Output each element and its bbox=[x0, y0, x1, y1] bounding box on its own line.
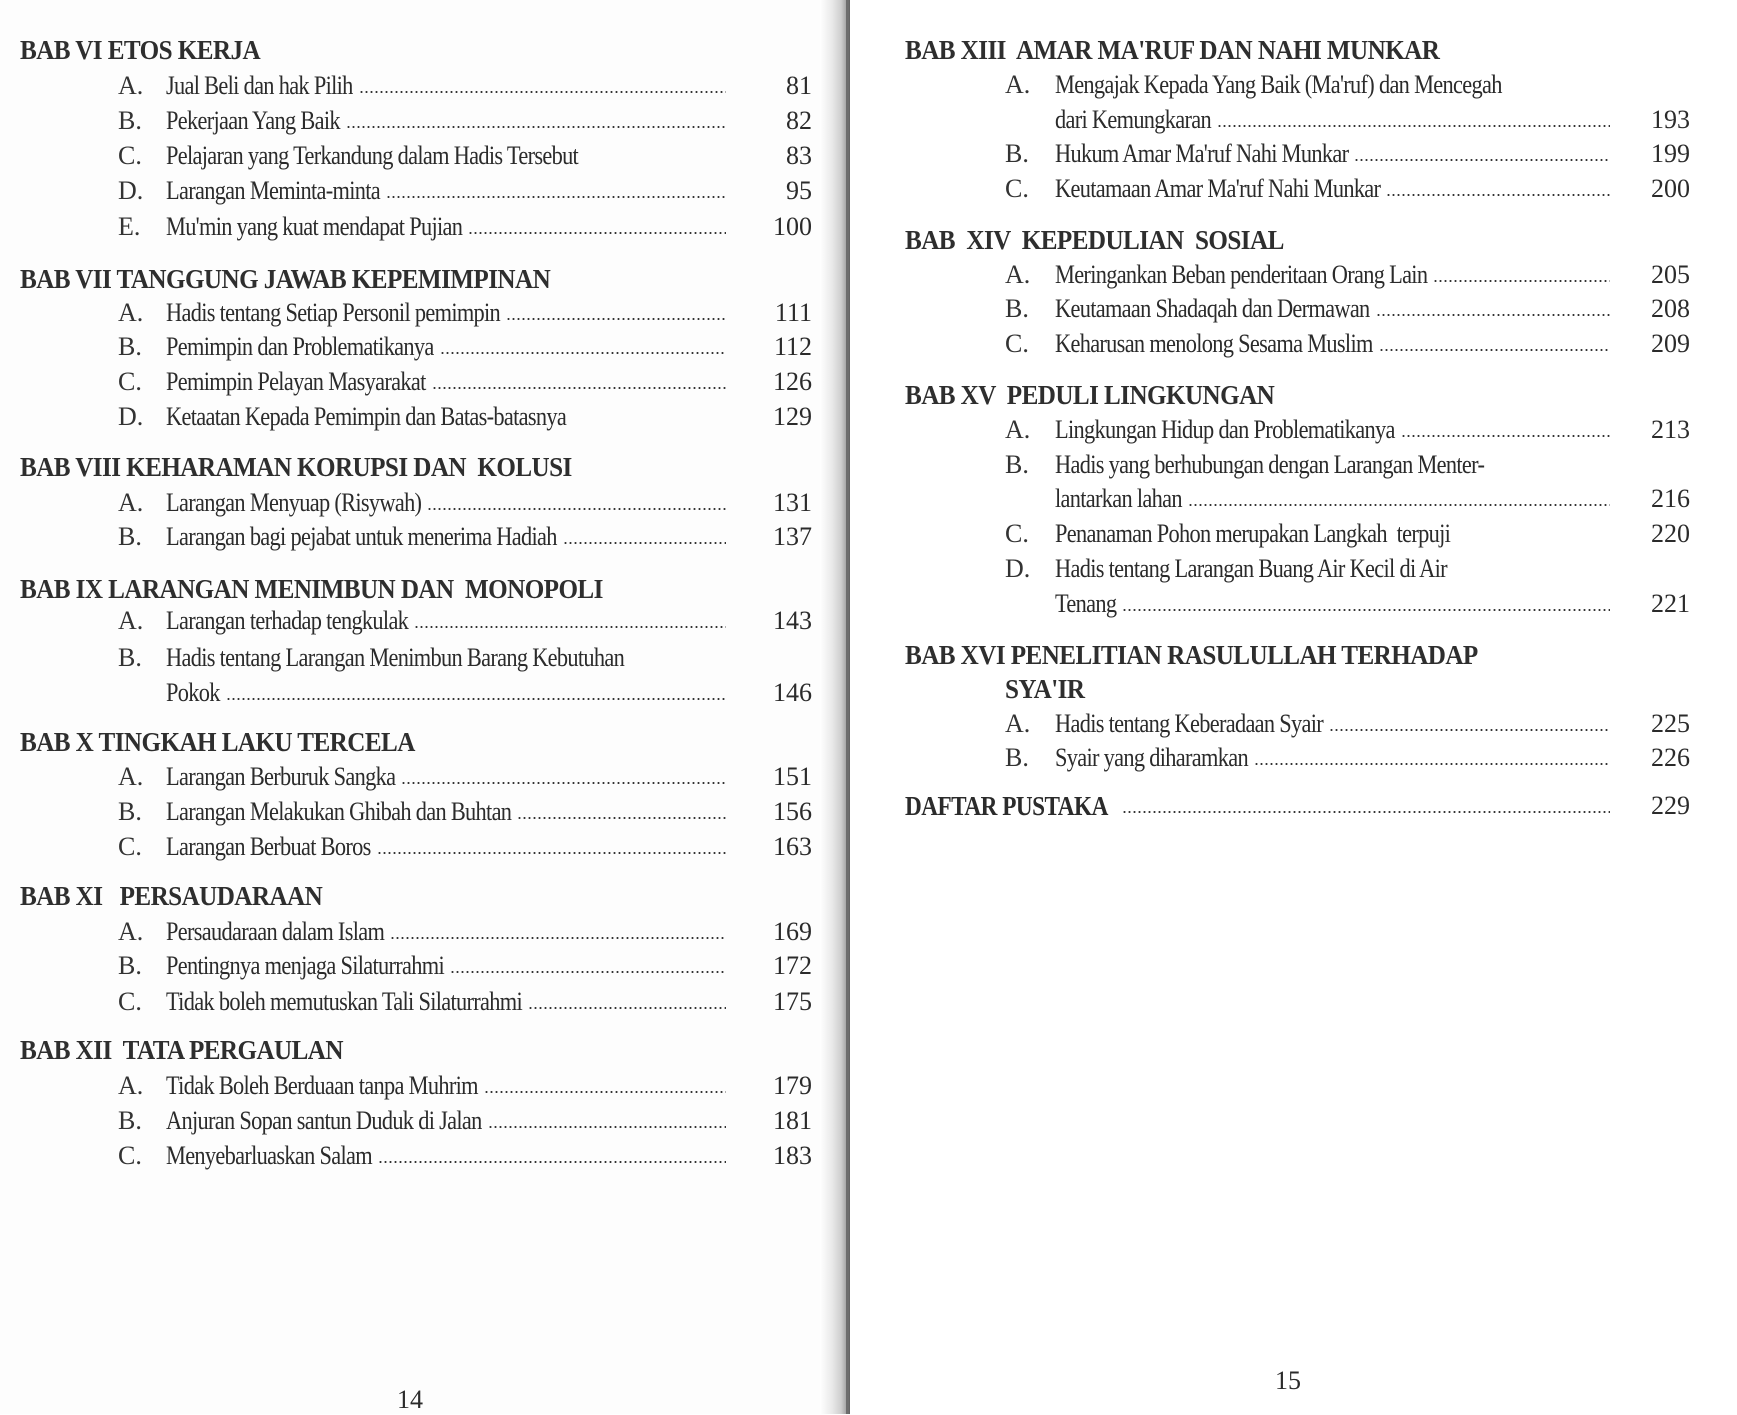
entry-line bbox=[1055, 137, 1610, 171]
entry-line bbox=[166, 210, 726, 244]
entry-page: 200 bbox=[1651, 174, 1690, 203]
entry-letter: B. bbox=[118, 951, 142, 980]
entry-page: 81 bbox=[786, 71, 812, 100]
entry-line bbox=[166, 296, 726, 330]
dot-leader bbox=[1376, 312, 1610, 318]
chapter-heading: BAB XII TATA PERGAULAN bbox=[20, 1035, 343, 1065]
entry-title: Mengajak Kepada Yang Baik (Ma'ruf) dan Mencegah bbox=[1055, 70, 1502, 99]
dot-leader bbox=[488, 1124, 726, 1130]
page-number-right: 15 bbox=[1275, 1366, 1301, 1395]
entry-title: Larangan bagi pejabat untuk menerima Hadiah bbox=[166, 522, 557, 551]
entry-page: 216 bbox=[1651, 484, 1690, 513]
entry-letter: A. bbox=[118, 1071, 144, 1100]
chapter-heading: BAB VI ETOS KERJA bbox=[20, 35, 261, 65]
entry-line bbox=[1055, 292, 1610, 326]
entry-line bbox=[166, 520, 726, 554]
entry-page: 229 bbox=[1651, 791, 1690, 820]
entry-letter: C. bbox=[118, 367, 142, 396]
entry-letter: E. bbox=[118, 212, 141, 241]
dot-leader bbox=[484, 1089, 726, 1095]
entry-page: 131 bbox=[773, 488, 812, 517]
entry-page: 83 bbox=[786, 141, 812, 170]
entry-line bbox=[166, 1104, 726, 1138]
chapter-heading: BAB VII TANGGUNG JAWAB KEPEMIMPINAN bbox=[20, 264, 551, 294]
chapter-heading: BAB XIII AMAR MA'RUF DAN NAHI MUNKAR bbox=[905, 35, 1440, 65]
dot-leader bbox=[1217, 123, 1610, 129]
entry-page: 225 bbox=[1651, 709, 1690, 738]
entry-title: Tidak Boleh Berduaan tanpa Muhrim bbox=[166, 1071, 478, 1100]
entry-letter: C. bbox=[1005, 329, 1029, 358]
entry-line bbox=[1055, 448, 1655, 482]
entry-page: 193 bbox=[1651, 105, 1690, 134]
dot-leader bbox=[386, 194, 726, 200]
entry-letter: B. bbox=[1005, 139, 1029, 168]
entry-title: Tidak boleh memutuskan Tali Silaturrahmi bbox=[166, 987, 522, 1016]
entry-page: 137 bbox=[773, 522, 812, 551]
page-number-left: 14 bbox=[397, 1385, 423, 1414]
entry-page: 126 bbox=[773, 367, 812, 396]
entry-title: Syair yang diharamkan bbox=[1055, 743, 1248, 772]
entry-title-continuation: dari Kemungkaran bbox=[1055, 105, 1212, 134]
entry-line bbox=[166, 486, 726, 520]
entry-title: Keutamaan Amar Ma'ruf Nahi Munkar bbox=[1055, 174, 1381, 203]
entry-title: Anjuran Sopan santun Duduk di Jalan bbox=[166, 1106, 482, 1135]
entry-letter: B. bbox=[1005, 450, 1029, 479]
dot-leader bbox=[1188, 502, 1610, 508]
entry-line bbox=[166, 104, 726, 138]
entry-page: 156 bbox=[773, 797, 812, 826]
dot-leader bbox=[377, 850, 726, 856]
entry-page: 111 bbox=[774, 298, 812, 327]
entry-page: 205 bbox=[1651, 260, 1690, 289]
chapter-heading: BAB VIII KEHARAMAN KORUPSI DAN KOLUSI bbox=[20, 452, 572, 482]
dot-leader bbox=[359, 89, 726, 95]
entry-title: Pekerjaan Yang Baik bbox=[166, 106, 340, 135]
chapter-heading-continuation: SYA'IR bbox=[1005, 674, 1085, 704]
entry-line bbox=[166, 400, 741, 434]
entry-letter: A. bbox=[118, 606, 144, 635]
entry-line bbox=[1055, 413, 1610, 447]
chapter-heading: BAB XV PEDULI LINGKUNGAN bbox=[905, 380, 1275, 410]
entry-title: Hadis tentang Keberadaan Syair bbox=[1055, 709, 1324, 738]
entry-page: 146 bbox=[773, 678, 812, 707]
book-spine-line bbox=[846, 0, 849, 1414]
entry-line bbox=[166, 1069, 726, 1103]
entry-title: Menyebarluaskan Salam bbox=[166, 1141, 372, 1170]
entry-letter: A. bbox=[118, 298, 144, 327]
entry-line bbox=[166, 795, 726, 829]
entry-letter: B. bbox=[1005, 743, 1029, 772]
dot-leader bbox=[1433, 278, 1610, 284]
entry-title: Larangan terhadap tengkulak bbox=[166, 606, 409, 635]
entry-letter: A. bbox=[1005, 415, 1031, 444]
entry-letter: B. bbox=[118, 643, 142, 672]
entry-letter: C. bbox=[118, 141, 142, 170]
entry-page: 213 bbox=[1651, 415, 1690, 444]
entry-title-continuation: lantarkan lahan bbox=[1055, 484, 1182, 513]
entry-title: Hukum Amar Ma'ruf Nahi Munkar bbox=[1055, 139, 1349, 168]
entry-title: Hadis tentang Larangan Menimbun Barang Kebutuhan bbox=[166, 643, 625, 672]
chapter-heading: BAB IX LARANGAN MENIMBUN DAN MONOPOLI bbox=[20, 574, 603, 604]
entry-title-continuation: Tenang bbox=[1055, 589, 1117, 618]
entry-letter: A. bbox=[118, 71, 144, 100]
entry-letter: B. bbox=[118, 1106, 142, 1135]
entry-line bbox=[166, 676, 726, 710]
entry-line bbox=[1055, 327, 1610, 361]
entry-letter: D. bbox=[118, 402, 144, 431]
entry-line bbox=[905, 789, 1610, 823]
entry-page: 95 bbox=[786, 176, 812, 205]
entry-page: 129 bbox=[773, 402, 812, 431]
entry-letter: C. bbox=[118, 832, 142, 861]
entry-page: 169 bbox=[773, 917, 812, 946]
dot-leader bbox=[401, 780, 726, 786]
entry-line bbox=[1055, 741, 1610, 775]
entry-page: 209 bbox=[1651, 329, 1690, 358]
entry-line bbox=[1055, 68, 1675, 102]
entry-page: 163 bbox=[773, 832, 812, 861]
entry-page: 100 bbox=[773, 212, 812, 241]
dot-leader bbox=[450, 969, 726, 975]
entry-line bbox=[166, 641, 806, 675]
chapter-heading: BAB XVI PENELITIAN RASULULLAH TERHADAP bbox=[905, 640, 1478, 670]
entry-page: 151 bbox=[773, 762, 812, 791]
entry-page: 221 bbox=[1651, 589, 1690, 618]
entry-line bbox=[166, 985, 726, 1019]
dot-leader bbox=[440, 350, 726, 356]
chapter-heading: BAB XIV KEPEDULIAN SOSIAL bbox=[905, 225, 1284, 255]
entry-line bbox=[1055, 552, 1615, 586]
entry-page: 112 bbox=[773, 332, 812, 361]
entry-page: 82 bbox=[786, 106, 812, 135]
entry-line bbox=[166, 330, 726, 364]
entry-title: Pelajaran yang Terkandung dalam Hadis Tersebut bbox=[166, 141, 579, 170]
entry-title: Mu'min yang kuat mendapat Pujian bbox=[166, 212, 463, 241]
entry-line bbox=[1055, 517, 1615, 551]
entry-title: Larangan Melakukan Ghibah dan Buhtan bbox=[166, 797, 512, 826]
dot-leader bbox=[563, 540, 726, 546]
entry-title: Keharusan menolong Sesama Muslim bbox=[1055, 329, 1373, 358]
dot-leader bbox=[427, 506, 726, 512]
entry-letter: A. bbox=[118, 488, 144, 517]
entry-title: Hadis tentang Setiap Personil pemimpin bbox=[166, 298, 501, 327]
entry-page: 208 bbox=[1651, 294, 1690, 323]
entry-line bbox=[166, 69, 726, 103]
entry-page: 175 bbox=[773, 987, 812, 1016]
entry-line bbox=[166, 1139, 726, 1173]
entry-title: Larangan Berbuat Boros bbox=[166, 832, 371, 861]
chapter-heading: BAB X TINGKAH LAKU TERCELA bbox=[20, 727, 415, 757]
dot-leader bbox=[506, 316, 726, 322]
entry-line bbox=[166, 949, 726, 983]
entry-title: Hadis yang berhubungan dengan Larangan Menter- bbox=[1055, 450, 1485, 479]
entry-letter: A. bbox=[1005, 260, 1031, 289]
entry-page: 199 bbox=[1651, 139, 1690, 168]
entry-line bbox=[166, 604, 726, 638]
entry-title: Pemimpin Pelayan Masyarakat bbox=[166, 367, 426, 396]
dot-leader bbox=[226, 696, 726, 702]
dot-leader bbox=[468, 230, 726, 236]
entry-letter: B. bbox=[118, 797, 142, 826]
entry-letter: A. bbox=[118, 762, 144, 791]
dot-leader bbox=[517, 815, 726, 821]
entry-letter: D. bbox=[1005, 554, 1031, 583]
entry-letter: D. bbox=[118, 176, 144, 205]
entry-line bbox=[166, 365, 726, 399]
chapter-heading: BAB XI PERSAUDARAAN bbox=[20, 881, 323, 911]
dot-leader bbox=[1122, 809, 1610, 815]
entry-letter: B. bbox=[118, 106, 142, 135]
entry-title: Penanaman Pohon merupakan Langkah terpuji bbox=[1055, 519, 1451, 548]
dot-leader bbox=[1379, 347, 1610, 353]
entry-line bbox=[166, 174, 726, 208]
entry-page: 181 bbox=[773, 1106, 812, 1135]
entry-line bbox=[1055, 258, 1610, 292]
entry-title: Larangan Berburuk Sangka bbox=[166, 762, 396, 791]
entry-letter: C. bbox=[1005, 174, 1029, 203]
dot-leader bbox=[1254, 761, 1610, 767]
entry-letter: C. bbox=[118, 987, 142, 1016]
entry-line bbox=[1055, 707, 1610, 741]
entry-line bbox=[1055, 103, 1610, 137]
entry-title: Pemimpin dan Problematikanya bbox=[166, 332, 434, 361]
dot-leader bbox=[378, 1159, 726, 1165]
entry-title: Jual Beli dan hak Pilih bbox=[166, 71, 353, 100]
entry-line bbox=[166, 915, 726, 949]
entry-line bbox=[1055, 172, 1610, 206]
dot-leader bbox=[390, 935, 726, 941]
entry-letter: A. bbox=[1005, 70, 1031, 99]
entry-title: Pentingnya menjaga Silaturrahmi bbox=[166, 951, 444, 980]
dot-leader bbox=[1401, 433, 1610, 439]
entry-page: 220 bbox=[1651, 519, 1690, 548]
entry-title: Larangan Meminta-minta bbox=[166, 176, 380, 205]
entry-line bbox=[1055, 587, 1610, 621]
dot-leader bbox=[1122, 607, 1610, 613]
entry-page: 179 bbox=[773, 1071, 812, 1100]
dot-leader bbox=[528, 1005, 726, 1011]
entry-page: 172 bbox=[773, 951, 812, 980]
entry-title: Larangan Menyuap (Risywah) bbox=[166, 488, 422, 517]
entry-line bbox=[166, 760, 726, 794]
entry-title-continuation: Pokok bbox=[166, 678, 220, 707]
entry-letter: A. bbox=[1005, 709, 1031, 738]
dot-leader bbox=[1329, 727, 1610, 733]
entry-letter: B. bbox=[118, 332, 142, 361]
entry-letter: C. bbox=[118, 1141, 142, 1170]
entry-title: Ketaatan Kepada Pemimpin dan Batas-batasnya bbox=[166, 402, 567, 431]
entry-line bbox=[166, 830, 726, 864]
entry-title: Lingkungan Hidup dan Problematikanya bbox=[1055, 415, 1395, 444]
dot-leader bbox=[346, 124, 726, 130]
entry-title: Hadis tentang Larangan Buang Air Kecil di Air bbox=[1055, 554, 1447, 583]
entry-page: 226 bbox=[1651, 743, 1690, 772]
entry-title: Keutamaan Shadaqah dan Dermawan bbox=[1055, 294, 1370, 323]
dot-leader bbox=[414, 624, 726, 630]
entry-title: Persaudaraan dalam Islam bbox=[166, 917, 385, 946]
entry-line bbox=[1055, 482, 1610, 516]
entry-letter: A. bbox=[118, 917, 144, 946]
entry-letter: B. bbox=[118, 522, 142, 551]
dot-leader bbox=[1386, 192, 1610, 198]
entry-letter: B. bbox=[1005, 294, 1029, 323]
bibliography-heading: DAFTAR PUSTAKA bbox=[905, 791, 1108, 821]
entry-title: Meringankan Beban penderitaan Orang Lain bbox=[1055, 260, 1428, 289]
entry-page: 143 bbox=[773, 606, 812, 635]
entry-page: 183 bbox=[773, 1141, 812, 1170]
entry-line bbox=[166, 139, 751, 173]
entry-letter: C. bbox=[1005, 519, 1029, 548]
dot-leader bbox=[1354, 157, 1610, 163]
dot-leader bbox=[432, 385, 726, 391]
